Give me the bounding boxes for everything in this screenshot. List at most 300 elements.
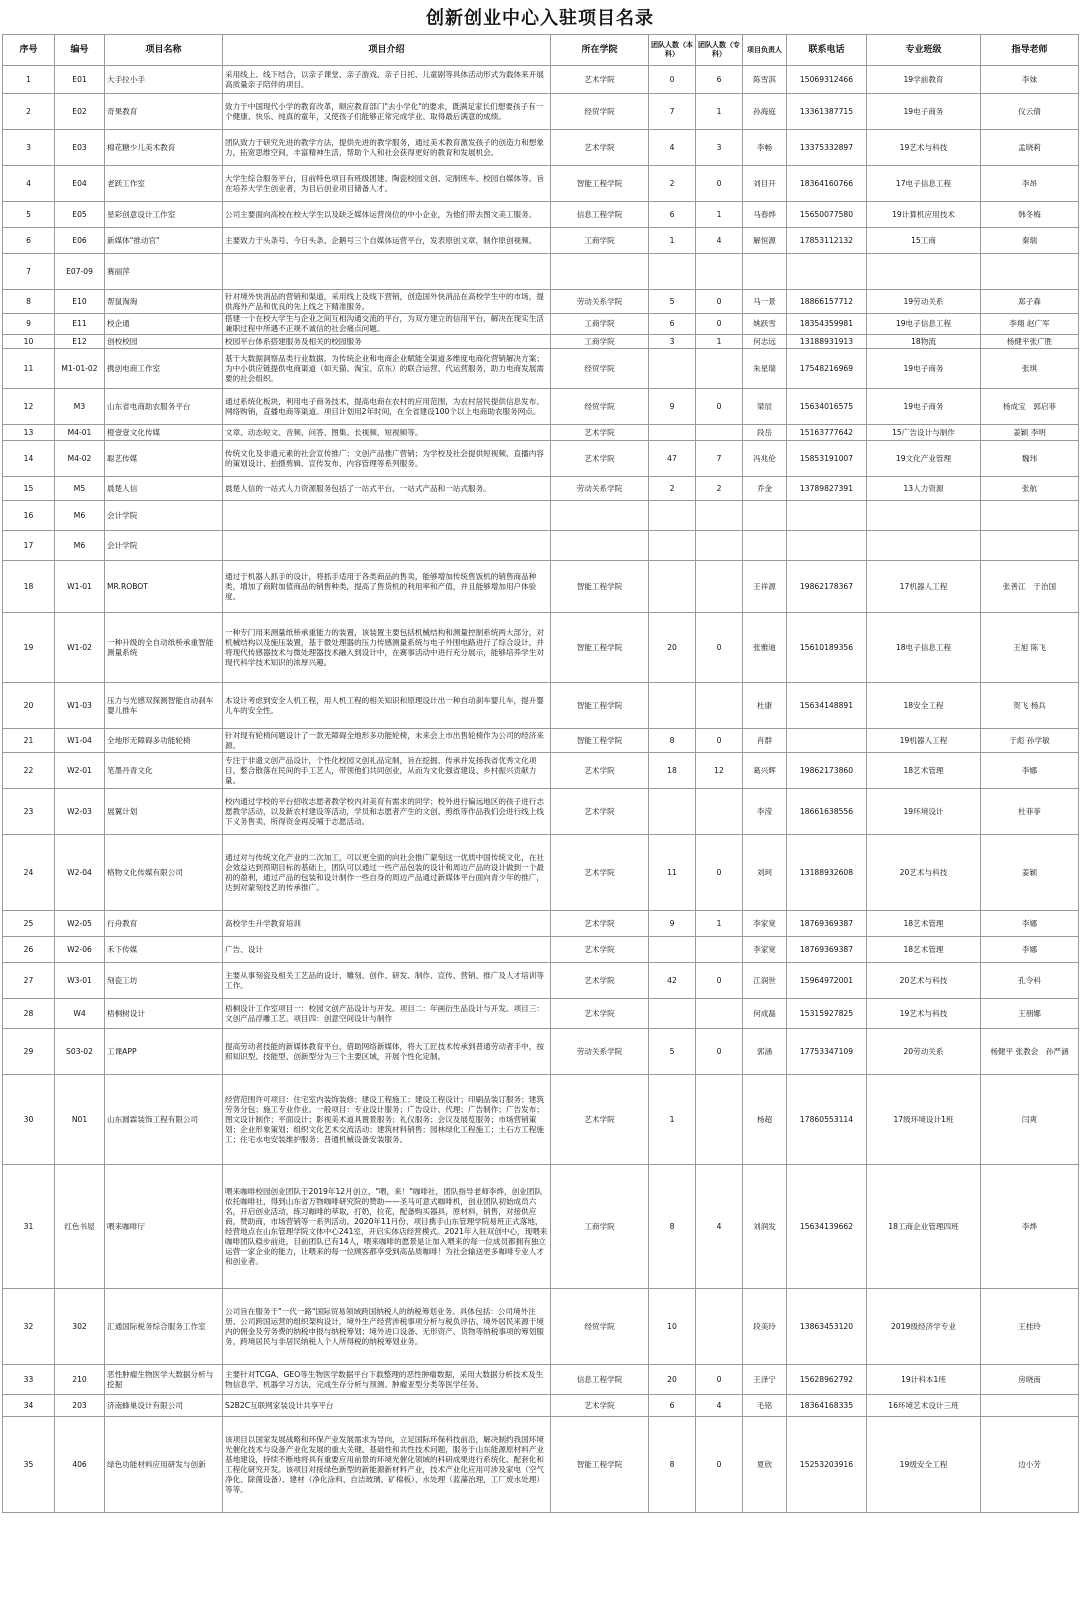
cell-project-name: 恶性肿瘤生物医学大数据分析与挖掘 — [105, 1365, 223, 1395]
cell-college: 艺术学院 — [551, 130, 649, 166]
cell-no: 24 — [3, 835, 55, 911]
cell-advisor: 张善江 于治国 — [981, 561, 1079, 613]
cell-team-junior: 0 — [696, 1029, 743, 1075]
cell-team-junior: 4 — [696, 228, 743, 254]
cell-phone: 13188932608 — [787, 835, 867, 911]
cell-college: 艺术学院 — [551, 425, 649, 441]
cell-phone: 13188931913 — [787, 335, 867, 349]
cell-college: 艺术学院 — [551, 911, 649, 937]
cell-major-class: 18艺术管理 — [867, 937, 981, 963]
cell-code: 红色书屋 — [55, 1165, 105, 1289]
cell-team-undergrad: 9 — [649, 911, 696, 937]
cell-college: 工商学院 — [551, 1165, 649, 1289]
cell-team-undergrad — [649, 937, 696, 963]
cell-project-intro: 广告、设计 — [223, 937, 551, 963]
cell-college: 经贸学院 — [551, 349, 649, 389]
cell-team-undergrad: 2 — [649, 477, 696, 501]
cell-team-undergrad: 6 — [649, 314, 696, 335]
cell-project-intro: 喂来咖啡校园创业团队于2019年12月创立，"喂，来！"咖啡社，团队指导老师李烨，创业团队依托咖啡社，得到山东省万物咖啡研究院的赞助——圣马可意式咖啡机，创业团队初始成员六名，开启创业活动，练习咖啡的萃取，打奶，拉花，配备购买器具，原材料，销售，对接供应商，赞助商，市场营销等一系列活动。2020年11月份，项目携手山东管理学院易班正式落地，经营地点在山东管理学院文体中心241室，开启实体店经营模式。2021年入驻双创中心，现喂来咖啡团队稳步前进，目前团队已有14人，喂来咖啡的愿景是让加入喂来的每一位成员都拥有独立运营一家企业的能力，让喂来的每一位顾客都享受到高品质咖啡！为社会输送更多咖啡专业人才和创业者。 — [223, 1165, 551, 1289]
cell-code: W1-02 — [55, 613, 105, 683]
cell-project-name: 山东省电商助农服务平台 — [105, 389, 223, 425]
table-row — [3, 441, 1079, 477]
cell-major-class: 19机器人工程 — [867, 729, 981, 753]
cell-major-class: 19计算机应用技术 — [867, 202, 981, 228]
cell-project-intro: 主要针对TCGA、GEO等生物医学数据平台下载整理的恶性肿瘤数据，采用大数据分析技术及生物信息学、机器学习方法，完成生存分析与预测、肿瘤亚型分类等医学任务。 — [223, 1365, 551, 1395]
cell-project-intro: 采用线上、线下结合，以亲子课堂、亲子游戏、亲子日托、儿童剧等具体活动形式为载体来开展高质量亲子陪伴的项目。 — [223, 66, 551, 94]
cell-advisor: 魏玮 — [981, 441, 1079, 477]
cell-team-junior: 0 — [696, 166, 743, 202]
cell-advisor: 边小芳 — [981, 1417, 1079, 1513]
cell-project-name: 会计学院 — [105, 501, 223, 531]
cell-major-class: 19艺术与科技 — [867, 999, 981, 1029]
cell-team-undergrad: 2 — [649, 166, 696, 202]
cell-no: 25 — [3, 911, 55, 937]
cell-team-junior — [696, 683, 743, 729]
cell-team-undergrad: 4 — [649, 130, 696, 166]
cell-team-undergrad — [649, 683, 696, 729]
cell-major-class: 17机器人工程 — [867, 561, 981, 613]
cell-leader — [743, 501, 787, 531]
cell-major-class: 19电子商务 — [867, 389, 981, 425]
cell-phone: 13863453120 — [787, 1289, 867, 1365]
cell-major-class: 19劳动关系 — [867, 290, 981, 314]
cell-phone: 15628962792 — [787, 1365, 867, 1395]
cell-code: S03-02 — [55, 1029, 105, 1075]
cell-college: 艺术学院 — [551, 1075, 649, 1165]
cell-team-junior — [696, 1289, 743, 1365]
cell-team-junior: 0 — [696, 729, 743, 753]
cell-team-junior: 1 — [696, 335, 743, 349]
cell-advisor: 闫爽 — [981, 1075, 1079, 1165]
cell-major-class — [867, 531, 981, 561]
cell-college: 劳动关系学院 — [551, 290, 649, 314]
cell-code: M6 — [55, 531, 105, 561]
cell-team-junior: 2 — [696, 477, 743, 501]
cell-project-intro: 经营范围许可项目：住宅室内装饰装修；建设工程施工；建设工程设计；印刷品装订服务；建筑劳务分包；施工专业作业。一般项目：专业设计服务；广告设计、代理；广告制作；广告发布；图文设计制作；平面设计；影视美术道具置景服务；礼仪服务；会议及展览服务；市场营销策划；企业形象策划；组织文化艺术交流活动；建筑材料销售；园林绿化工程施工；土石方工程施工；住宅水电安装维护服务；普通机械设备安装服务。 — [223, 1075, 551, 1165]
table-row — [3, 683, 1079, 729]
cell-team-junior — [696, 937, 743, 963]
header-phone: 联系电话 — [787, 35, 867, 66]
cell-project-name: 新媒体"推动官" — [105, 228, 223, 254]
table-row — [3, 477, 1079, 501]
cell-phone — [787, 729, 867, 753]
table-row — [3, 531, 1079, 561]
cell-advisor: 王朋娜 — [981, 999, 1079, 1029]
cell-leader: 夏欣 — [743, 1417, 787, 1513]
cell-no: 3 — [3, 130, 55, 166]
cell-project-intro: 致力于中国现代小学的教育改革，顺应教育部门"去小学化"的要求，既满足家长们想要孩子有一个健康、快乐、纯真的童年，又使孩子们能够正常完成学业、取得最后满意的成绩。 — [223, 94, 551, 130]
cell-advisor: 郑子森 — [981, 290, 1079, 314]
cell-project-name: 绿色功能材料应用研发与创新 — [105, 1417, 223, 1513]
cell-major-class: 18安全工程 — [867, 683, 981, 729]
cell-advisor: 李翔 赵广军 — [981, 314, 1079, 335]
cell-team-junior — [696, 1075, 743, 1165]
cell-phone: 13789827391 — [787, 477, 867, 501]
cell-team-undergrad: 20 — [649, 1365, 696, 1395]
table-row — [3, 1365, 1079, 1395]
cell-code: 203 — [55, 1395, 105, 1417]
cell-code: E01 — [55, 66, 105, 94]
cell-advisor — [981, 501, 1079, 531]
cell-no: 21 — [3, 729, 55, 753]
cell-college: 工商学院 — [551, 335, 649, 349]
cell-code: E11 — [55, 314, 105, 335]
cell-phone: 15610189356 — [787, 613, 867, 683]
table-row — [3, 349, 1079, 389]
cell-major-class: 19电子信息工程 — [867, 314, 981, 335]
cell-major-class: 20艺术与科技 — [867, 963, 981, 999]
cell-college: 劳动关系学院 — [551, 1029, 649, 1075]
cell-code: N01 — [55, 1075, 105, 1165]
cell-team-undergrad: 5 — [649, 290, 696, 314]
cell-project-name: 展翼计划 — [105, 789, 223, 835]
cell-project-name: 奇果教育 — [105, 94, 223, 130]
cell-project-intro: 该项目以国家发展战略和环保产业发展需求为导向，立足国际环保科技前沿，解决制约我国环境光催化技术与设备产业化发展的重大关键、基础性和共性技术问题，服务于山东能源原材料产业基地建设，持续不断地将具有重要应用前景的环境光催化领域的科研成果进行系统化、配套化和工程化研究开发。该项目对接绿色新型的新能源新材料产业，技术产业化应用可涉及家电（空气净化、除菌设备）、建材（净化涂料、自洁玻璃、矿棉板）、水处理（蓝藻治理，工厂废水处理）等等。 — [223, 1417, 551, 1513]
cell-major-class: 17级环境设计1班 — [867, 1075, 981, 1165]
cell-college: 信息工程学院 — [551, 202, 649, 228]
cell-code: W2-06 — [55, 937, 105, 963]
table-row — [3, 729, 1079, 753]
cell-team-undergrad: 20 — [649, 613, 696, 683]
cell-team-junior: 1 — [696, 911, 743, 937]
cell-team-junior — [696, 561, 743, 613]
cell-leader: 解恒源 — [743, 228, 787, 254]
cell-no: 4 — [3, 166, 55, 202]
cell-major-class: 19电子商务 — [867, 94, 981, 130]
table-row — [3, 335, 1079, 349]
cell-project-intro: 通过对与传统文化产业的二次加工，可以更全面的向社会推广蒙刻这一优质中国传统文化，在社会效益达到预期目标的基础上，团队可以通过一些产品包装的设计和周边产品的设计做到一个最初的盈利，通过产品的包装和设计制作一些自身的周边产品通过新媒体平台面向青少年的推广，达到对蒙刻技艺的传承推广。 — [223, 835, 551, 911]
table-row — [3, 937, 1079, 963]
table-row — [3, 425, 1079, 441]
cell-project-name: 笔墨丹青文化 — [105, 753, 223, 789]
cell-college: 智能工程学院 — [551, 561, 649, 613]
cell-team-undergrad — [649, 349, 696, 389]
cell-project-name: 济南蜂巢设计有限公司 — [105, 1395, 223, 1417]
cell-team-junior: 1 — [696, 94, 743, 130]
cell-project-intro: 传统文化及非遗元素的社会宣传推广；文创产品推广营销；为学校及社会提供短视频、直播内容的策划设计、拍摄剪辑、宣传发布、内容管理等系列服务。 — [223, 441, 551, 477]
cell-advisor — [981, 1395, 1079, 1417]
cell-team-undergrad: 7 — [649, 94, 696, 130]
cell-team-junior: 0 — [696, 290, 743, 314]
cell-leader: 陈雪淇 — [743, 66, 787, 94]
cell-team-junior — [696, 789, 743, 835]
cell-college: 艺术学院 — [551, 963, 649, 999]
cell-project-name: 帮鼠淘淘 — [105, 290, 223, 314]
cell-advisor — [981, 531, 1079, 561]
cell-team-undergrad — [649, 531, 696, 561]
cell-phone: 13361387715 — [787, 94, 867, 130]
cell-code: M4-01 — [55, 425, 105, 441]
cell-major-class: 19艺术与科技 — [867, 130, 981, 166]
cell-project-intro: 高校学生升学教育培训 — [223, 911, 551, 937]
cell-phone — [787, 501, 867, 531]
cell-phone: 15315927825 — [787, 999, 867, 1029]
cell-team-junior: 0 — [696, 1365, 743, 1395]
cell-major-class: 15广告设计与制作 — [867, 425, 981, 441]
cell-leader: 李滢 — [743, 789, 787, 835]
cell-project-name: 大手拉小手 — [105, 66, 223, 94]
cell-college: 经贸学院 — [551, 389, 649, 425]
cell-code: M4-02 — [55, 441, 105, 477]
cell-college: 艺术学院 — [551, 1395, 649, 1417]
cell-no: 8 — [3, 290, 55, 314]
table-row — [3, 290, 1079, 314]
cell-college: 智能工程学院 — [551, 1417, 649, 1513]
cell-team-junior: 0 — [696, 963, 743, 999]
cell-phone: 15163777642 — [787, 425, 867, 441]
cell-major-class: 20劳动关系 — [867, 1029, 981, 1075]
cell-team-undergrad: 9 — [649, 389, 696, 425]
cell-team-undergrad — [649, 254, 696, 290]
cell-code: E04 — [55, 166, 105, 202]
cell-advisor: 孟晓莉 — [981, 130, 1079, 166]
cell-project-name: 一种升级的全自动纸桥承重智能测量系统 — [105, 613, 223, 683]
cell-team-junior: 0 — [696, 314, 743, 335]
cell-advisor: 李妹 — [981, 66, 1079, 94]
cell-team-undergrad: 0 — [649, 66, 696, 94]
cell-project-name: 创校校园 — [105, 335, 223, 349]
cell-college: 智能工程学院 — [551, 683, 649, 729]
cell-no: 17 — [3, 531, 55, 561]
table-row — [3, 501, 1079, 531]
cell-advisor: 韩冬梅 — [981, 202, 1079, 228]
header-project-name: 项目名称 — [105, 35, 223, 66]
cell-college — [551, 501, 649, 531]
cell-project-name: 山东圆霖装饰工程有限公司 — [105, 1075, 223, 1165]
cell-leader: 张雅迪 — [743, 613, 787, 683]
cell-code: W1-04 — [55, 729, 105, 753]
cell-project-intro: S2B2C互联网家装设计共享平台 — [223, 1395, 551, 1417]
table-row — [3, 835, 1079, 911]
cell-phone: 17548216969 — [787, 349, 867, 389]
header-project-intro: 项目介绍 — [223, 35, 551, 66]
cell-code: E05 — [55, 202, 105, 228]
cell-code: W2-05 — [55, 911, 105, 937]
cell-project-intro: 梧桐设计工作室项目一：校园文创产品设计与开发。项目二：年画衍生品设计与开发。项目三：文创产品浮雕工艺。项目四：创意空间设计与制作 — [223, 999, 551, 1029]
cell-advisor: 李娜 — [981, 753, 1079, 789]
cell-no: 32 — [3, 1289, 55, 1365]
cell-leader: 王祥源 — [743, 561, 787, 613]
cell-major-class: 19电子商务 — [867, 349, 981, 389]
cell-leader: 姚跃雪 — [743, 314, 787, 335]
cell-phone: 19862173860 — [787, 753, 867, 789]
cell-team-junior: 0 — [696, 613, 743, 683]
cell-leader: 李家宽 — [743, 937, 787, 963]
cell-major-class: 19文化产业管理 — [867, 441, 981, 477]
table-row — [3, 1029, 1079, 1075]
cell-no: 2 — [3, 94, 55, 130]
cell-leader: 肖群 — [743, 729, 787, 753]
cell-project-name: 赛丽萍 — [105, 254, 223, 290]
cell-major-class: 19计科本1班 — [867, 1365, 981, 1395]
cell-leader: 李畅 — [743, 130, 787, 166]
table-row — [3, 911, 1079, 937]
cell-advisor — [981, 254, 1079, 290]
cell-team-undergrad: 47 — [649, 441, 696, 477]
cell-advisor: 李娜 — [981, 937, 1079, 963]
cell-leader: 段岳 — [743, 425, 787, 441]
cell-leader: 孙海庭 — [743, 94, 787, 130]
cell-no: 13 — [3, 425, 55, 441]
cell-leader: 梁辰 — [743, 389, 787, 425]
cell-team-undergrad: 8 — [649, 729, 696, 753]
cell-phone: 15853191007 — [787, 441, 867, 477]
cell-team-junior — [696, 349, 743, 389]
cell-code: E07-09 — [55, 254, 105, 290]
cell-leader: 段美玲 — [743, 1289, 787, 1365]
cell-phone: 18364160766 — [787, 166, 867, 202]
cell-no: 30 — [3, 1075, 55, 1165]
cell-team-junior: 12 — [696, 753, 743, 789]
cell-phone: 18661638556 — [787, 789, 867, 835]
cell-leader: 刘珂 — [743, 835, 787, 911]
cell-advisor: 姜颖 李明 — [981, 425, 1079, 441]
cell-project-intro: 文章、动态短文、音频、问答、图集、长视频、短视频等。 — [223, 425, 551, 441]
cell-no: 34 — [3, 1395, 55, 1417]
cell-team-undergrad: 42 — [649, 963, 696, 999]
cell-phone: 17853112132 — [787, 228, 867, 254]
cell-no: 12 — [3, 389, 55, 425]
cell-college: 劳动关系学院 — [551, 477, 649, 501]
table-row — [3, 1395, 1079, 1417]
cell-project-intro: 校园平台体系搭建服务及相关的校园服务 — [223, 335, 551, 349]
cell-advisor: 贺飞 杨兵 — [981, 683, 1079, 729]
cell-project-name: 格物文化传媒有限公司 — [105, 835, 223, 911]
cell-advisor: 孔令科 — [981, 963, 1079, 999]
cell-advisor: 仪云倩 — [981, 94, 1079, 130]
cell-team-junior — [696, 999, 743, 1029]
cell-phone: 18769369387 — [787, 937, 867, 963]
cell-code: 302 — [55, 1289, 105, 1365]
cell-college: 艺术学院 — [551, 789, 649, 835]
cell-no: 11 — [3, 349, 55, 389]
cell-team-undergrad — [649, 561, 696, 613]
table-row — [3, 94, 1079, 130]
cell-code: W2-01 — [55, 753, 105, 789]
cell-college: 经贸学院 — [551, 94, 649, 130]
cell-leader: 朱星瑞 — [743, 349, 787, 389]
cell-phone: 15650077580 — [787, 202, 867, 228]
cell-advisor: 李烨 — [981, 1165, 1079, 1289]
cell-advisor: 李昂 — [981, 166, 1079, 202]
cell-project-intro: 主要从事刻瓷及相关工艺品的设计、雕刻、创作、研发、制作、宣传、营销、推广及人才培训等工作。 — [223, 963, 551, 999]
cell-major-class — [867, 501, 981, 531]
table-body — [3, 66, 1079, 1513]
cell-team-undergrad — [649, 999, 696, 1029]
cell-college: 智能工程学院 — [551, 729, 649, 753]
cell-major-class: 19级安全工程 — [867, 1417, 981, 1513]
cell-team-junior — [696, 254, 743, 290]
cell-team-undergrad — [649, 789, 696, 835]
table-row — [3, 166, 1079, 202]
cell-project-name: 梧桐树设计 — [105, 999, 223, 1029]
cell-team-undergrad — [649, 501, 696, 531]
cell-phone: 15634139662 — [787, 1165, 867, 1289]
cell-code: E10 — [55, 290, 105, 314]
cell-college: 艺术学院 — [551, 753, 649, 789]
cell-no: 22 — [3, 753, 55, 789]
table-row — [3, 963, 1079, 999]
cell-team-undergrad: 1 — [649, 228, 696, 254]
cell-college: 智能工程学院 — [551, 166, 649, 202]
cell-leader: 何志远 — [743, 335, 787, 349]
table-row — [3, 1289, 1079, 1365]
cell-team-undergrad: 10 — [649, 1289, 696, 1365]
cell-code: E06 — [55, 228, 105, 254]
cell-project-intro — [223, 254, 551, 290]
cell-project-intro: 大学生综合服务平台，目前特色项目有班级团建、陶瓷校园文创、定制班车、校园自媒体等。旨在培养大学生创业者，为目后创业项目储备人才。 — [223, 166, 551, 202]
cell-project-intro: 团队致力于研究先进的教学方法，提供先进的教学服务，通过美术教育激发孩子的创造力和想象力，拓宽思维空间，丰富精神生活，帮助个人和社会获得更好的教育和发展机会。 — [223, 130, 551, 166]
cell-team-junior — [696, 501, 743, 531]
cell-no: 35 — [3, 1417, 55, 1513]
cell-code: W2-04 — [55, 835, 105, 911]
cell-project-intro: 主要致力于头条号、今日头条、企鹅号三个自媒体运营平台，发表原创文章，制作原创视频。 — [223, 228, 551, 254]
header-no: 序号 — [3, 35, 55, 66]
cell-project-intro: 本设计考虑到安全人机工程，用人机工程的相关知识和原理设计出一种自动刹车婴儿车，提升婴儿车的安全性。 — [223, 683, 551, 729]
cell-project-intro — [223, 531, 551, 561]
cell-project-intro: 通过系统化板块，利用电子商务技术，提高电商在农村的应用范围，为农村居民提供信息发布、网络购销，直播电商等渠道。项目计划用2年时间，在全省建设100个以上电商助农服务网点。 — [223, 389, 551, 425]
cell-project-intro: 搭建一个在校大学生与企业之间互相沟通交流的平台，为双方建立的信用平台，解决在现实生活兼职过程中所遇不正规不诚信的社会痛点问题。 — [223, 314, 551, 335]
cell-code: W3-01 — [55, 963, 105, 999]
cell-leader — [743, 254, 787, 290]
cell-college: 艺术学院 — [551, 66, 649, 94]
cell-team-undergrad: 18 — [649, 753, 696, 789]
table-row — [3, 228, 1079, 254]
cell-leader: 何成磊 — [743, 999, 787, 1029]
cell-leader: 毛铭 — [743, 1395, 787, 1417]
cell-team-undergrad: 5 — [649, 1029, 696, 1075]
cell-project-intro: 专注于非遗文创产品设计，个性化校园文创礼品定制，旨在挖掘、传承并发扬我省优秀文化项目，整合散落在民间的手工艺人，带领他们共同创业，从而为文化强省建设、乡村振兴贡献力量。 — [223, 753, 551, 789]
cell-project-intro: 晨楚人信的一站式人力资源服务包括了一站式平台、一站式产品和一站式服务。 — [223, 477, 551, 501]
cell-college: 信息工程学院 — [551, 1365, 649, 1395]
cell-major-class: 18电子信息工程 — [867, 613, 981, 683]
cell-phone: 15634148891 — [787, 683, 867, 729]
cell-team-junior: 0 — [696, 835, 743, 911]
cell-leader: 葛兴辉 — [743, 753, 787, 789]
cell-advisor: 王桂玲 — [981, 1289, 1079, 1365]
cell-major-class: 18工商企业管理四班 — [867, 1165, 981, 1289]
cell-project-name: 汇通国际税务综合服务工作室 — [105, 1289, 223, 1365]
cell-phone: 17753347109 — [787, 1029, 867, 1075]
cell-phone: 13375332897 — [787, 130, 867, 166]
cell-project-intro: 针对境外快消品的营销和渠道，采用线上及线下营销，创造国外快消品在高校学生中的市场，提供海外产品和优良的先上线之下精准服务。 — [223, 290, 551, 314]
cell-major-class: 16环境艺术设计三班 — [867, 1395, 981, 1417]
cell-advisor: 杨成宝 郭启菲 — [981, 389, 1079, 425]
cell-project-name: 星彩创意设计工作室 — [105, 202, 223, 228]
cell-team-junior: 0 — [696, 389, 743, 425]
cell-code: M5 — [55, 477, 105, 501]
cell-team-undergrad: 1 — [649, 1075, 696, 1165]
cell-team-undergrad — [649, 425, 696, 441]
cell-project-name: 禾下传媒 — [105, 937, 223, 963]
cell-college: 工商学院 — [551, 228, 649, 254]
cell-major-class: 20艺术与科技 — [867, 835, 981, 911]
cell-no: 26 — [3, 937, 55, 963]
cell-team-undergrad: 3 — [649, 335, 696, 349]
table-row — [3, 999, 1079, 1029]
cell-major-class: 19学前教育 — [867, 66, 981, 94]
cell-code: W1-01 — [55, 561, 105, 613]
cell-code: W1-03 — [55, 683, 105, 729]
cell-code: 406 — [55, 1417, 105, 1513]
cell-no: 5 — [3, 202, 55, 228]
cell-code: E12 — [55, 335, 105, 349]
cell-project-intro: 公司旨在服务于"一代一路"国际贸易领域跨国纳税人的纳税筹划业务。具体包括：公司境外注册、公司跨国运营的组织架构设计，境外生产经营涉税事项分析与税负评估、境外居民来源于境内的佣金及劳务费的纳税申报与纳税筹划；境外进口设备、无形资产、货物等纳税事项的筹划服务，跨境居民与非居民纳税人个人所得税的纳税筹划业务。 — [223, 1289, 551, 1365]
cell-team-undergrad: 6 — [649, 202, 696, 228]
cell-phone: 18866157712 — [787, 290, 867, 314]
cell-leader: 刘目开 — [743, 166, 787, 202]
cell-project-name: 校企通 — [105, 314, 223, 335]
